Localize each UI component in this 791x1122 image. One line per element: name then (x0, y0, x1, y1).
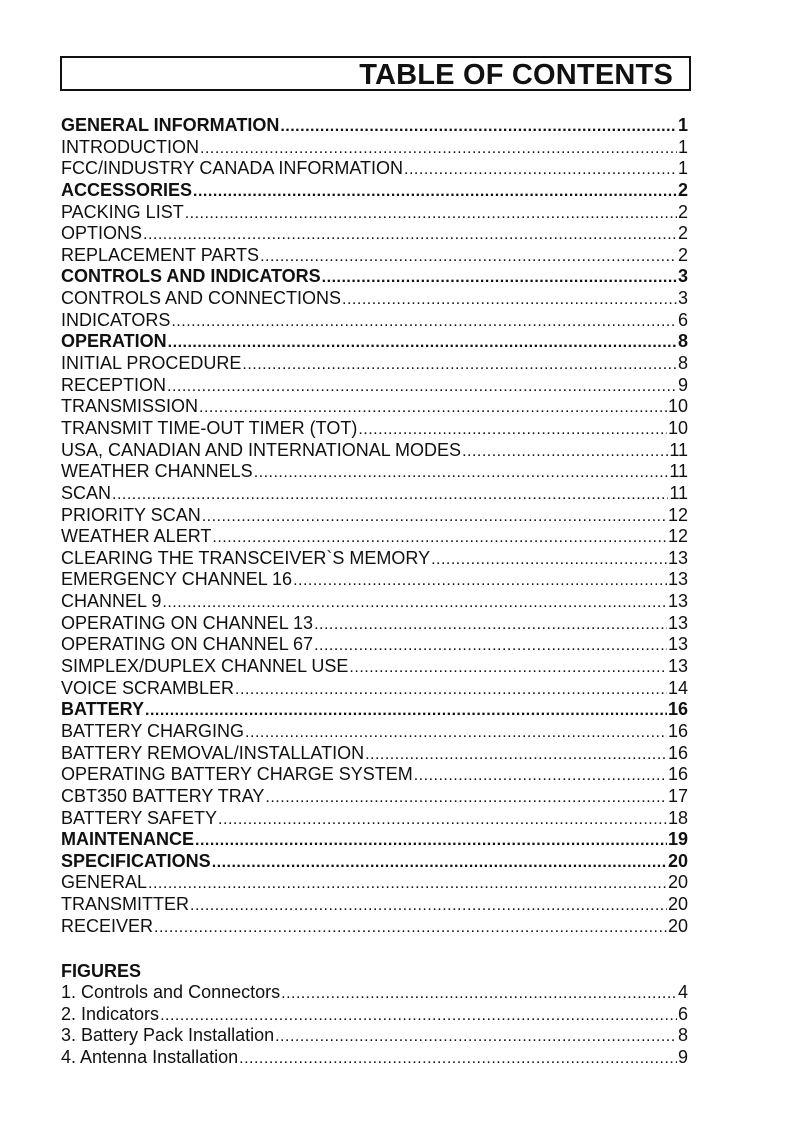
toc-entry-label: INTRODUCTION (61, 136, 199, 157)
toc-entry-label: CLEARING THE TRANSCEIVER`S MEMORY (61, 547, 431, 568)
figure-entry-label: 4. Antenna Installation (61, 1046, 239, 1067)
toc-entry (61, 872, 688, 894)
dot-leader (148, 873, 667, 895)
toc-entry (61, 894, 688, 916)
toc-entry-label: SIMPLEX/DUPLEX CHANNEL USE (61, 656, 349, 677)
toc-entry (61, 591, 688, 613)
toc-entry (61, 851, 688, 873)
toc-entry-page-number: 20 (667, 915, 688, 936)
toc-entry-page-number: 13 (667, 656, 688, 677)
toc-entry-page-number: 2 (677, 201, 688, 222)
toc-entry-label: USA, CANADIAN AND INTERNATIONAL MODES (61, 439, 462, 460)
figure-entry-page-number: 4 (677, 982, 688, 1002)
dot-leader (168, 332, 677, 354)
toc-entry-page-number: 2 (677, 244, 688, 265)
dot-leader (200, 138, 677, 160)
toc-entry-page-number: 9 (677, 374, 688, 395)
dot-leader (154, 917, 667, 939)
figure-entry (61, 1047, 688, 1069)
figure-entry (61, 1004, 688, 1026)
dot-leader (314, 635, 667, 657)
toc-entry-label: CBT350 BATTERY TRAY (61, 785, 265, 806)
toc-entry (61, 526, 688, 548)
toc-entry-page-number: 13 (667, 634, 688, 655)
toc-entry-label: INITIAL PROCEDURE (61, 353, 242, 374)
toc-entry-page-number: 18 (667, 807, 688, 828)
dot-leader (162, 592, 667, 614)
toc-entry-label: EMERGENCY CHANNEL 16 (61, 569, 293, 590)
toc-entry (61, 808, 688, 830)
toc-entry-page-number: 1 (677, 136, 688, 157)
dot-leader (462, 441, 668, 463)
toc-entry-label: PRIORITY SCAN (61, 504, 201, 525)
figure-entry (61, 1025, 688, 1047)
toc-entry-label: FCC/INDUSTRY CANADA INFORMATION (61, 158, 404, 179)
dot-leader (365, 744, 667, 766)
toc-entry (61, 440, 688, 462)
dot-leader (218, 809, 667, 831)
toc-entry-label: CONTROLS AND INDICATORS (61, 266, 321, 287)
toc-entry (61, 310, 688, 332)
toc-entry (61, 396, 688, 418)
toc-entry-label: OPERATION (61, 331, 167, 352)
dot-leader (281, 983, 677, 1005)
dot-leader (112, 484, 668, 506)
dot-leader (414, 765, 667, 787)
toc-entry-label: ACCESSORIES (61, 179, 193, 200)
toc-entry-page-number: 8 (677, 331, 688, 352)
toc-entry-label: INDICATORS (61, 309, 171, 330)
toc-entry-page-number: 6 (677, 309, 688, 330)
toc-entry-label: PACKING LIST (61, 201, 184, 222)
dot-leader (212, 527, 667, 549)
toc-entry-label: SPECIFICATIONS (61, 850, 211, 871)
toc-entry-page-number: 13 (667, 591, 688, 612)
dot-leader (431, 549, 667, 571)
dot-leader (143, 224, 677, 246)
dot-leader (167, 376, 677, 398)
dot-leader (265, 787, 667, 809)
toc-entry (61, 764, 688, 786)
figures-heading: FIGURES (61, 961, 142, 981)
toc-entry-label: GENERAL (61, 872, 148, 893)
toc-entry (61, 634, 688, 656)
toc-entry (61, 331, 688, 353)
dot-leader (293, 570, 667, 592)
figure-entry-page-number: 8 (677, 1025, 688, 1046)
toc-entry-page-number: 16 (667, 742, 688, 763)
dot-leader (245, 722, 667, 744)
toc-entry-label: BATTERY CHARGING (61, 720, 245, 741)
toc-entry-label: CHANNEL 9 (61, 591, 162, 612)
toc-entry (61, 418, 688, 440)
dot-leader (275, 1026, 677, 1048)
toc-entry (61, 699, 688, 721)
toc-entry-page-number: 12 (667, 504, 688, 525)
toc-entry-page-number: 14 (667, 677, 688, 698)
toc-entry (61, 483, 688, 505)
figure-entry-page-number: 6 (677, 1003, 688, 1024)
toc-entry-page-number: 10 (667, 396, 688, 417)
toc-entry-page-number: 16 (667, 699, 688, 720)
toc-entry-page-number: 2 (677, 179, 688, 200)
toc-entry-label: WEATHER ALERT (61, 526, 212, 547)
toc-entry-page-number: 20 (667, 872, 688, 893)
toc-entry (61, 245, 688, 267)
toc-entry-label: SCAN (61, 482, 112, 503)
toc-entry-label: MAINTENANCE (61, 829, 194, 850)
dot-leader (235, 679, 667, 701)
toc-entry (61, 829, 688, 851)
dot-leader (254, 462, 669, 484)
toc-entry (61, 505, 688, 527)
dot-leader (190, 895, 667, 917)
toc-entry-page-number: 1 (677, 115, 688, 135)
toc-entry-page-number: 11 (669, 482, 688, 503)
toc-entry-page-number: 16 (667, 720, 688, 741)
toc-entry-label: RECEPTION (61, 374, 167, 395)
toc-entry-page-number: 13 (667, 612, 688, 633)
toc-entry (61, 288, 688, 310)
figures-list (61, 982, 688, 1069)
toc-entry (61, 137, 688, 159)
dot-leader (280, 116, 677, 138)
toc-entry-page-number: 13 (667, 547, 688, 568)
toc-entry (61, 375, 688, 397)
dot-leader (212, 852, 667, 874)
toc-entry-label: OPERATING ON CHANNEL 13 (61, 612, 314, 633)
toc-entry-page-number: 19 (667, 829, 688, 850)
toc-entry-label: WEATHER CHANNELS (61, 461, 253, 482)
dot-leader (314, 614, 667, 636)
page-title: TABLE OF CONTENTS (359, 59, 673, 91)
toc-entry-label: BATTERY (61, 699, 144, 720)
toc-entry (61, 656, 688, 678)
toc-entry (61, 678, 688, 700)
toc-entry-page-number: 11 (669, 439, 688, 460)
toc-entry-label: CONTROLS AND CONNECTIONS (61, 288, 342, 309)
toc-entry-label: GENERAL INFORMATION (61, 115, 280, 135)
toc-entry-label: OPERATING BATTERY CHARGE SYSTEM (61, 764, 413, 785)
dot-leader (185, 203, 677, 225)
dot-leader (160, 1005, 677, 1027)
figure-entry (61, 982, 688, 1004)
dot-leader (242, 354, 677, 376)
toc-entry-label: VOICE SCRAMBLER (61, 677, 235, 698)
toc-entry (61, 158, 688, 180)
toc-entry (61, 721, 688, 743)
toc-entry (61, 916, 688, 938)
dot-leader (358, 419, 667, 441)
dot-leader (193, 181, 677, 203)
toc-entry-label: BATTERY REMOVAL/INSTALLATION (61, 742, 365, 763)
toc-entry-page-number: 3 (677, 288, 688, 309)
dot-leader (171, 311, 677, 333)
toc-entry-label: RECEIVER (61, 915, 154, 936)
toc-entry-page-number: 10 (667, 417, 688, 438)
dot-leader (322, 267, 677, 289)
toc-entry (61, 743, 688, 765)
toc-entry-page-number: 2 (677, 223, 688, 244)
toc-entry-page-number: 20 (667, 850, 688, 871)
toc-entry-label: TRANSMITTER (61, 894, 189, 915)
figure-entry-label: 2. Indicators (61, 1003, 160, 1024)
toc-entry-label: TRANSMIT TIME-OUT TIMER (TOT) (61, 417, 358, 438)
toc-entry-page-number: 13 (667, 569, 688, 590)
dot-leader (239, 1048, 677, 1070)
toc-entry (61, 180, 688, 202)
toc-entry (61, 202, 688, 224)
toc-entry-label: OPERATING ON CHANNEL 67 (61, 634, 314, 655)
toc-entry-label: BATTERY SAFETY (61, 807, 218, 828)
dot-leader (195, 830, 667, 852)
toc-entry (61, 115, 688, 137)
toc-entry (61, 569, 688, 591)
title-box (60, 56, 691, 91)
toc-entry-label: OPTIONS (61, 223, 143, 244)
toc-entry-page-number: 17 (667, 785, 688, 806)
toc-entry (61, 266, 688, 288)
dot-leader (199, 397, 667, 419)
toc-entry-page-number: 1 (677, 158, 688, 179)
figure-entry-page-number: 9 (677, 1046, 688, 1067)
figure-entry-label: 3. Battery Pack Installation (61, 1025, 275, 1046)
dot-leader (145, 700, 667, 722)
toc-entry-page-number: 8 (677, 353, 688, 374)
dot-leader (202, 506, 667, 528)
toc-entry-label: TRANSMISSION (61, 396, 199, 417)
dot-leader (342, 289, 677, 311)
toc-entry-page-number: 11 (669, 461, 688, 482)
toc-entry-page-number: 12 (667, 526, 688, 547)
toc-entry-page-number: 20 (667, 894, 688, 915)
toc-entry-page-number: 16 (667, 764, 688, 785)
toc-entry (61, 613, 688, 635)
dot-leader (404, 159, 677, 181)
dot-leader (349, 657, 667, 679)
toc-list (61, 115, 688, 937)
toc-entry (61, 786, 688, 808)
toc-entry (61, 223, 688, 245)
toc-entry (61, 461, 688, 483)
dot-leader (260, 246, 677, 268)
figure-entry-label: 1. Controls and Connectors (61, 982, 281, 1002)
toc-entry-label: REPLACEMENT PARTS (61, 244, 260, 265)
toc-entry (61, 548, 688, 570)
toc-entry-page-number: 3 (677, 266, 688, 287)
toc-entry (61, 353, 688, 375)
